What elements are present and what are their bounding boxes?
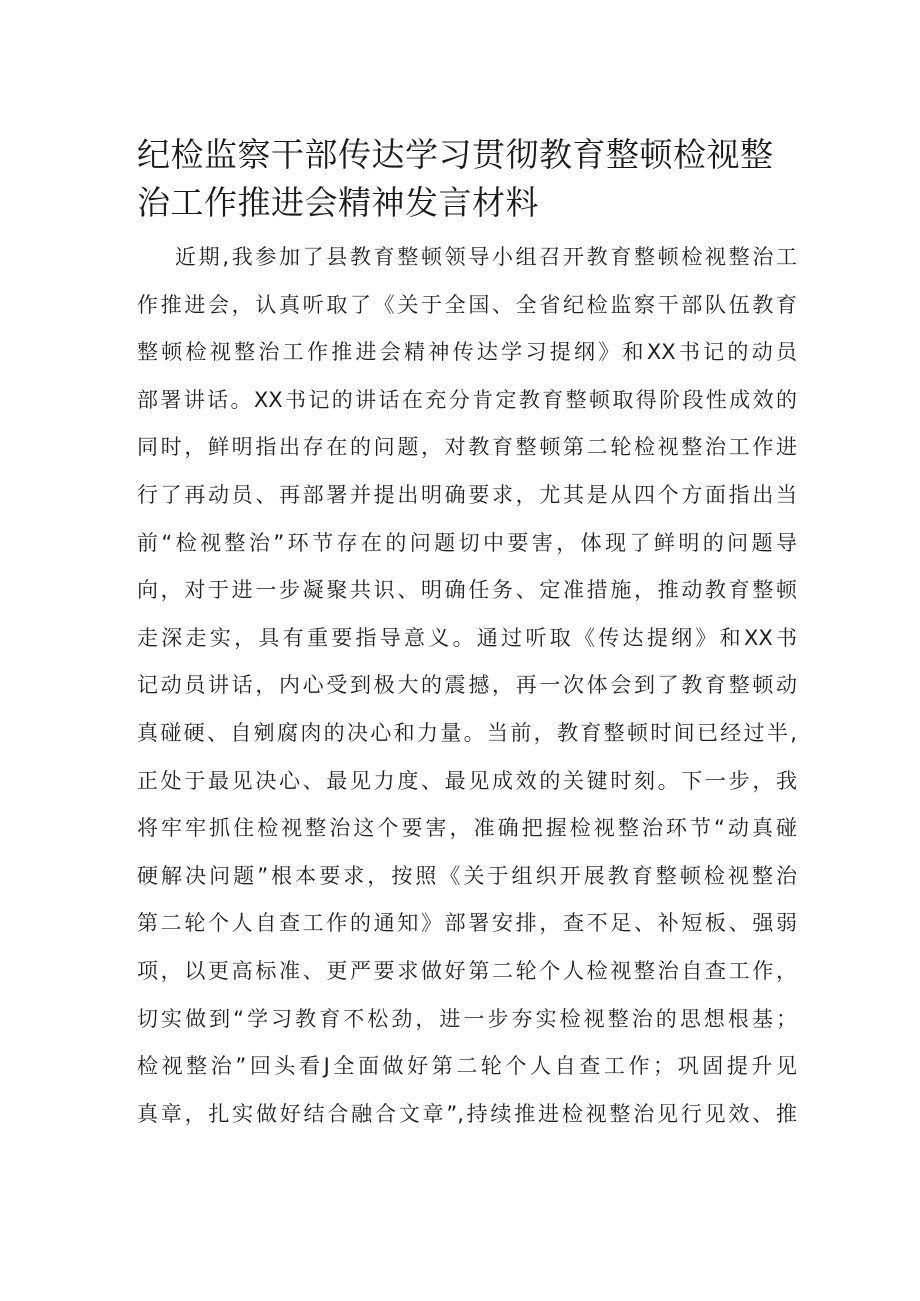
body-line: 第二轮个人自查工作的通知》部署安排，查不足、补短板、强弱 [137, 911, 797, 936]
body-line: 将牢牢抓住检视整治这个要害，准确把握检视整治环节“动真碰 [137, 816, 797, 841]
document-title [137, 131, 797, 227]
body-line: 部署讲话。XX书记的讲话在充分肯定教育整顿取得阶段性成效的 [137, 387, 797, 412]
body-line: 近期,我参加了县教育整顿领导小组召开教育整顿检视整治工 [175, 245, 797, 269]
body-line: 硬解决问题”根本要求，按照《关于组织开展教育整顿检视整治 [137, 863, 797, 888]
body-line: 正处于最见决心、最见力度、最见成效的关键时刻。下一步，我 [137, 768, 797, 793]
body-line: 项，以更高标准、更严要求做好第二轮个人检视整治自查工作， [137, 958, 797, 983]
body-line: 向，对于进一步凝聚共识、明确任务、定准措施，推动教育整顿 [137, 578, 797, 603]
body-line: 检视整治”回头看J全面做好第二轮个人自查工作；巩固提升见 [137, 1054, 797, 1079]
document-body [137, 234, 797, 1138]
body-line: 作推进会，认真听取了《关于全国、全省纪检监察干部队伍教育 [137, 292, 797, 317]
body-line: 真章，扎实做好结合融合文章”,持续推进检视整治见行见效、推 [137, 1101, 797, 1126]
body-line: 行了再动员、再部署并提出明确要求，尤其是从四个方面指出当 [137, 482, 797, 507]
title-line-2: 治工作推进会精神发言材料 [137, 183, 539, 222]
body-line: 前“检视整治”环节存在的问题切中要害，体现了鲜明的问题导 [137, 530, 797, 555]
body-line: 切实做到“学习教育不松劲，进一步夯实检视整治的思想根基； [137, 1006, 797, 1031]
title-line-1: 纪检监察干部传达学习贯彻教育整顿检视整 [137, 135, 774, 174]
body-line: 真碰硬、自剜腐肉的决心和力量。当前，教育整顿时间已经过半, [137, 720, 797, 745]
body-line: 整顿检视整治工作推进会精神传达学习提纲》和XX书记的动员 [137, 340, 797, 365]
body-line: 走深走实，具有重要指导意义。通过听取《传达提纲》和XX书 [137, 625, 797, 650]
body-line: 同时，鲜明指出存在的问题，对教育整顿第二轮检视整治工作进 [137, 435, 797, 460]
body-line: 记动员讲话，内心受到极大的震撼，再一次体会到了教育整顿动 [137, 673, 797, 698]
